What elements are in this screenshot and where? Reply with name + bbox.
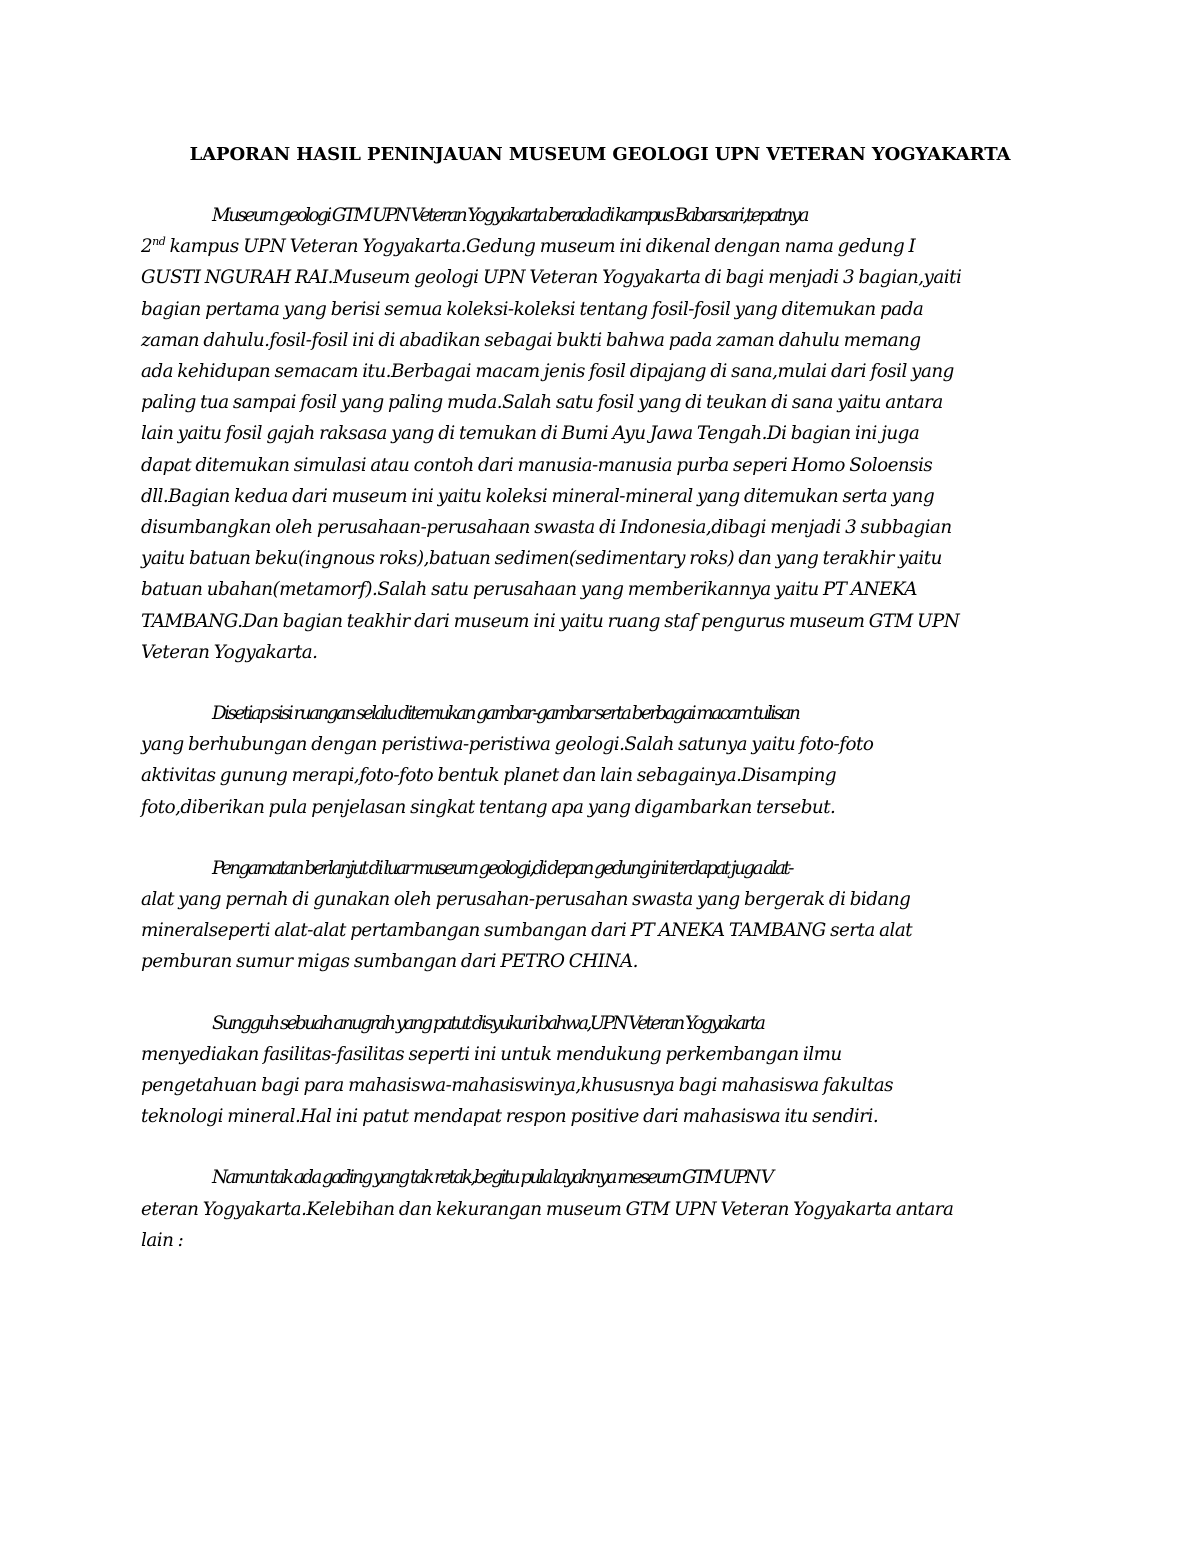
paragraph-line: dll.Bagian kedua dari museum ini yaitu koleksi mineral-mineral yang ditemukan serta yang — [141, 485, 935, 507]
paragraph-line: lain : — [141, 1229, 184, 1251]
paragraph-line: paling tua sampai fosil yang paling muda.Salah satu fosil yang di teukan di sana yaitu antara — [141, 392, 943, 414]
paragraph-line-text: kampus UPN Veteran Yogyakarta.Gedung museum ini dikenal dengan nama gedung I — [169, 236, 916, 258]
paragraph-line: TAMBANG.Dan bagian teakhir dari museum ini yaitu ruang staf pengurus museum GTM UPN — [141, 610, 960, 632]
paragraph-line: menyediakan fasilitas-fasilitas seperti ini untuk mendukung perkembangan ilmu — [141, 1043, 842, 1065]
paragraph-line: mineralseperti alat-alat pertambangan sumbangan dari PT ANEKA TAMBANG serta alat — [141, 920, 913, 942]
paragraph-line: disumbangkan oleh perusahaan-perusahaan swasta di Indonesia,dibagi menjadi 3 subbagian — [141, 517, 952, 539]
paragraph-line: teknologi mineral.Hal ini patut mendapat respon positive dari mahasiswa itu sendiri. — [141, 1106, 879, 1128]
paragraph-line: foto,diberikan pula penjelasan singkat tentang apa yang digambarkan tersebut. — [141, 796, 836, 818]
paragraph-line: aktivitas gunung merapi,foto-foto bentuk planet dan lain sebagainya.Disamping — [141, 765, 837, 787]
paragraph-line: zaman dahulu.fosil-fosil ini di abadikan sebagai bukti bahwa pada zaman dahulu memang — [141, 329, 921, 351]
paragraph-line: yang berhubungan dengan peristiwa-peristiwa geologi.Salah satunya yaitu foto-foto — [141, 734, 874, 756]
paragraph-line: GUSTI NGURAH RAI.Museum geologi UPN Veteran Yogyakarta di bagi menjadi 3 bagian,yaiti — [141, 267, 962, 289]
paragraph-line: alat yang pernah di gunakan oleh perusahan-perusahan swasta yang bergerak di bidang — [141, 889, 911, 911]
ordinal-suffix: nd — [152, 235, 166, 249]
document-title: LAPORAN HASIL PENINJAUAN MUSEUM GEOLOGI UPN VETERAN YOGYAKARTA — [189, 144, 1011, 165]
paragraph-line: Sungguh sebuah anugrah yang patut disyukuri bahwa,UPN Veteran Yogyakarta — [212, 1012, 764, 1034]
paragraph-5 — [141, 1162, 1059, 1256]
paragraph-4 — [141, 1008, 1059, 1133]
paragraph-line: pemburan sumur migas sumbangan dari PETRO CHINA. — [141, 951, 638, 973]
ordinal-number: 2 — [141, 236, 153, 258]
paragraph-line: Veteran Yogyakarta. — [141, 641, 318, 663]
paragraph-3 — [141, 853, 1059, 978]
paragraph-line: dapat ditemukan simulasi atau contoh dari manusia-manusia purba seperi Homo Soloensis — [141, 454, 933, 476]
paragraph-line: lain yaitu fosil gajah raksasa yang di temukan di Bumi Ayu Jawa Tengah.Di bagian ini juga — [141, 423, 920, 445]
paragraph-line: bagian pertama yang berisi semua koleksi-koleksi tentang fosil-fosil yang ditemukan pada — [141, 298, 924, 320]
paragraph-line: yaitu batuan beku(ingnous roks),batuan sedimen(sedimentary roks) dan yang terakhir yaitu — [141, 548, 942, 570]
paragraph-line: pengetahuan bagi para mahasiswa-mahasiswinya,khususnya bagi mahasiswa fakultas — [141, 1075, 893, 1097]
paragraph-line: eteran Yogyakarta.Kelebihan dan kekurangan museum GTM UPN Veteran Yogyakarta antara — [141, 1198, 954, 1220]
paragraph-line: Museum geologi GTM UPN Veteran Yogyakarta berada di kampus Babarsari,tepatnya — [212, 205, 807, 226]
paragraph-line: Disetiap sisi ruangan selalu ditemukan gambar-gambar serta berbagai macam tulisan — [212, 703, 799, 725]
paragraph-line — [141, 231, 1059, 262]
paragraph-line: Namun tak ada gading yang tak retak,begitu pula layaknya meseum GTM UPN V — [212, 1167, 772, 1189]
paragraph-1 — [141, 200, 1059, 668]
paragraph-line: ada kehidupan semacam itu.Berbagai macam jenis fosil dipajang di sana,mulai dari fosil yang — [141, 361, 954, 383]
document-body — [141, 200, 1059, 1286]
paragraph-line: batuan ubahan(metamorf).Salah satu perusahaan yang memberikannya yaitu PT ANEKA — [141, 579, 917, 601]
paragraph-line: Pengamatan berlanjut di luar museum geologi,di depan gedung ini terdapat juga alat- — [212, 857, 792, 879]
paragraph-2 — [141, 698, 1059, 823]
